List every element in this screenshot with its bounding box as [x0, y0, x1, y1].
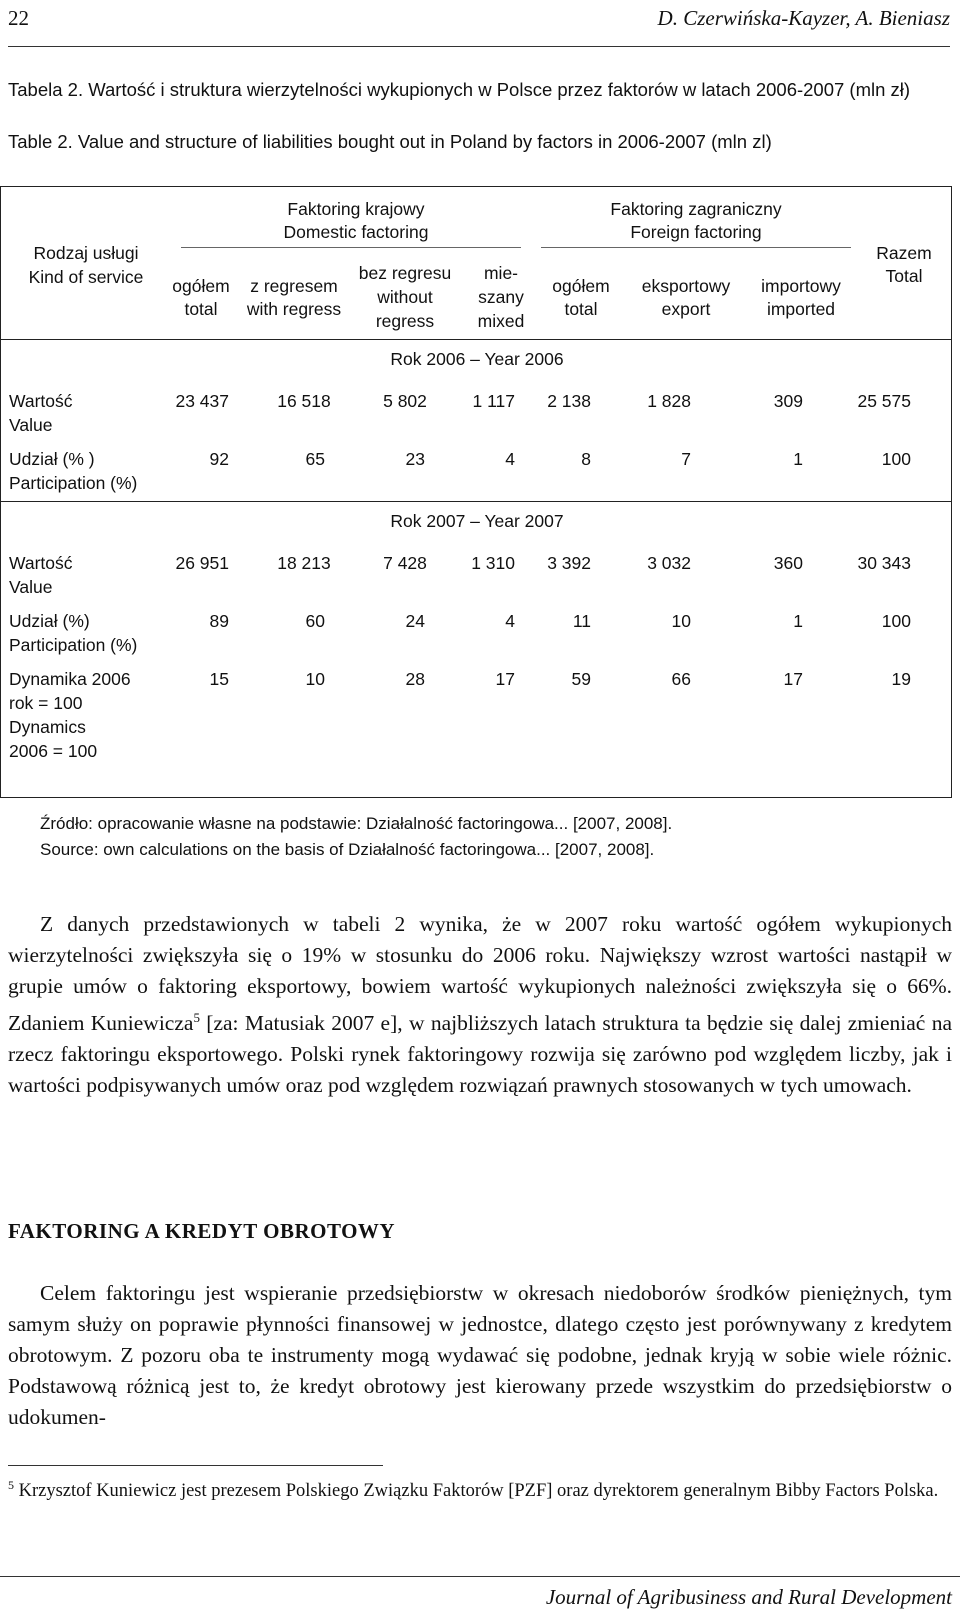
- row-label: Participation (%): [9, 635, 138, 655]
- table-cell: 24: [405, 611, 425, 631]
- table-source-pl: Źródło: opracowanie własne na podstawie: Działalność factoringowa... [2007, 2008].: [40, 814, 673, 833]
- year-2006-label: Rok 2006 – Year 2006: [390, 349, 564, 369]
- row-label: Wartość: [9, 391, 73, 411]
- paragraph-1-text-a: Z danych przedstawionych w tabeli 2 wynika, że w 2007 roku wartość ogółem wykupionych wierzytelności zwiększyła się o 19% w stosunku do 2006 roku. Największy wzrost wartości nastąpił w grupie umów o faktoring eksportowy, bowiem wartość wykupionych należności zwiększyła się o 66%. Zdaniem Kuniewicza: [8, 912, 952, 1036]
- table-cell: 65: [305, 449, 325, 469]
- footnote-reference: 5: [193, 1010, 200, 1025]
- footnote: [8, 1472, 952, 1505]
- table-cell: 1 117: [472, 391, 515, 411]
- table-cell: 100: [881, 611, 911, 631]
- row-label: Value: [9, 415, 53, 435]
- table-cell: 23: [405, 449, 425, 469]
- row-label: Wartość: [9, 553, 73, 573]
- row-label: Participation (%): [9, 473, 138, 493]
- header-rule: [8, 46, 950, 47]
- header-mixed-pl-1: mie-: [483, 263, 519, 283]
- row-label: Dynamika 2006: [9, 669, 131, 689]
- table-cell: 10: [671, 611, 691, 631]
- footnote-text: Krzysztof Kuniewicz jest prezesem Polskiego Związku Faktorów [PZF] oraz dyrektorem generalnym Bibby Factors Polska.: [14, 1481, 939, 1502]
- table-cell: 7: [681, 449, 691, 469]
- paragraph-1-text-b: [za: Matusiak 2007 e], w najbliższych latach struktura ta będzie się dalej zmieniać na rzecz faktoringu eksportowego. Polski rynek faktoringowy rozwija się zarówno pod względem liczby, jak i wartości podpisywanych umów oraz pod względem rozwiązań prawnych stosowanych w tych umowach.: [8, 1011, 952, 1098]
- table-cell: 17: [495, 669, 515, 689]
- table-cell: 5 802: [383, 391, 427, 411]
- body-paragraph-2: Celem faktoringu jest wspieranie przedsiębiorstw w okresach niedoborów środków pieniężnych, tym samym służy on poprawie płynności finansowej w jednostce, dlatego często jest porównywany z kredytem obrotowym. Z pozoru oba te instrumenty mogą wydawać się podobne, jednak kryją w sobie wiele różnic. Podstawową różnicą jest to, że kredyt obrotowy jest kierowany przede wszystkim do przedsiębiorstw o udokumen-: [8, 1281, 952, 1429]
- table-cell: 3 392: [547, 553, 591, 573]
- header-total: Total: [885, 266, 923, 286]
- header-with-regress-en: with regress: [246, 299, 342, 319]
- table-caption-en: Table 2. Value and structure of liabilities bought out in Poland by factors in 2006-2007 (mln zl): [8, 131, 772, 152]
- header-without-regress-en-2: regress: [375, 311, 435, 331]
- table-cell: 3 032: [647, 553, 691, 573]
- table-cell: 309: [773, 391, 803, 411]
- header-domestic-pl: Faktoring krajowy: [287, 199, 425, 219]
- footer-rule: [0, 1576, 960, 1577]
- table-cell: 18 213: [277, 553, 331, 573]
- header-import-pl: importowy: [761, 276, 841, 296]
- table-cell: 1: [793, 611, 803, 631]
- table-cell: 89: [209, 611, 229, 631]
- foreign-span-line: [541, 247, 851, 248]
- header-service-pl: Rodzaj usługi: [33, 243, 139, 263]
- journal-footer: Journal of Agribusiness and Rural Development: [545, 1585, 952, 1609]
- year-2007-label: Rok 2007 – Year 2007: [390, 511, 564, 531]
- table-cell: 1 310: [471, 553, 515, 573]
- table-cell: 1: [793, 449, 803, 469]
- header-foreign-pl: Faktoring zagraniczny: [610, 199, 782, 219]
- data-table: [0, 186, 952, 798]
- table-cell: 26 951: [175, 553, 229, 573]
- row-label: 2006 = 100: [9, 741, 98, 761]
- header-domestic-en: Domestic factoring: [283, 222, 429, 242]
- header-for-total-pl: ogółem: [552, 276, 610, 296]
- table-cell: 8: [581, 449, 591, 469]
- header-without-regress-en-1: without: [377, 287, 433, 307]
- footnote-rule: [8, 1465, 383, 1466]
- table-cell: 28: [405, 669, 425, 689]
- row-label: rok = 100: [9, 693, 83, 713]
- section-separator: [1, 501, 951, 502]
- domestic-span-line: [181, 247, 521, 248]
- table-cell: 59: [571, 669, 591, 689]
- header-with-regress-pl: z regresem: [250, 276, 338, 296]
- header-import-en: imported: [766, 299, 836, 319]
- table-cell: 23 437: [175, 391, 229, 411]
- header-for-total-en: total: [564, 299, 598, 319]
- body-paragraph-1: [8, 909, 952, 1101]
- running-head-authors: D. Czerwińska-Kayzer, A. Bieniasz: [657, 6, 950, 30]
- page-number: 22: [8, 6, 29, 30]
- header-mixed-en: mixed: [477, 311, 525, 331]
- table-cell: 11: [572, 611, 591, 631]
- footnote-number: 5: [8, 1478, 14, 1492]
- table-cell: 2 138: [547, 391, 591, 411]
- table-cell: 10: [305, 669, 325, 689]
- table-cell: 19: [891, 669, 911, 689]
- page-header: [8, 6, 950, 36]
- table-cell: 4: [505, 611, 515, 631]
- row-label: Udział (%): [9, 611, 90, 631]
- section-heading: FAKTORING A KREDYT OBROTOWY: [8, 1219, 396, 1243]
- table-cell: 360: [773, 553, 803, 573]
- table-cell: 17: [783, 669, 803, 689]
- table-cell: 16 518: [277, 391, 331, 411]
- header-dom-total-en: total: [184, 299, 218, 319]
- header-without-regress-pl: bez regresu: [358, 263, 452, 283]
- header-separator: [1, 339, 951, 340]
- table-cell: 100: [881, 449, 911, 469]
- table-cell: 30 343: [857, 553, 911, 573]
- header-mixed-pl-2: szany: [478, 287, 524, 307]
- row-label: Value: [9, 577, 53, 597]
- header-service-en: Kind of service: [28, 267, 144, 287]
- header-export-en: export: [661, 299, 711, 319]
- table-cell: 1 828: [647, 391, 691, 411]
- row-label: Udział (% ): [9, 449, 95, 469]
- table-cell: 60: [305, 611, 325, 631]
- table-cell: 4: [505, 449, 515, 469]
- table-caption-pl: Tabela 2. Wartość i struktura wierzytelności wykupionych w Polsce przez faktorów w latach 2006-2007 (mln zł): [8, 79, 911, 100]
- header-dom-total-pl: ogółem: [172, 276, 230, 296]
- table-cell: 25 575: [857, 391, 911, 411]
- header-razem: Razem: [876, 243, 932, 263]
- table-cell: 66: [671, 669, 691, 689]
- table-source-en: Source: own calculations on the basis of Działalność factoringowa... [2007, 2008].: [40, 840, 655, 859]
- table-cell: 7 428: [383, 553, 427, 573]
- table-cell: 92: [209, 449, 229, 469]
- row-label: Dynamics: [9, 717, 86, 737]
- table-cell: 15: [209, 669, 229, 689]
- header-export-pl: eksportowy: [641, 276, 731, 296]
- header-foreign-en: Foreign factoring: [630, 222, 762, 242]
